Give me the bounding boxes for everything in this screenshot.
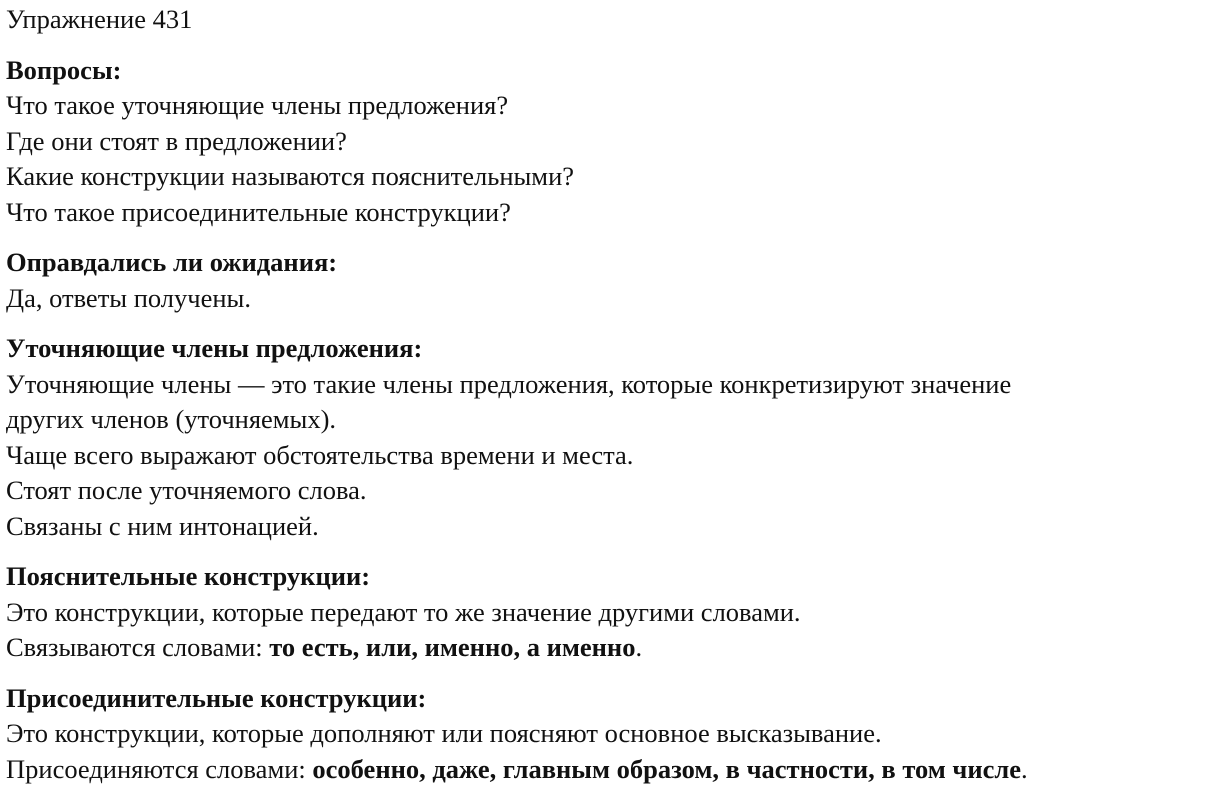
exercise-title: Упражнение 431 xyxy=(6,4,193,34)
keywords: то есть, или, именно, а именно xyxy=(269,632,636,662)
text-fragment: . xyxy=(1021,753,1028,784)
sections xyxy=(6,53,1211,788)
section-heading: Вопросы: xyxy=(6,54,122,85)
text-line: Где они стоят в предложении? xyxy=(6,125,347,156)
section-heading: Уточняющие члены предложения: xyxy=(6,333,423,363)
text-line: Это конструкции, которые дополняют или поясняют основное высказывание. xyxy=(6,718,882,748)
section-heading: Пояснительные конструкции: xyxy=(6,561,371,591)
text-line: Да, ответы получены. xyxy=(6,282,251,313)
text-line: Что такое уточняющие члены предложения? xyxy=(6,90,509,120)
text-line: Это конструкции, которые передают то же значение другими словами. xyxy=(6,596,801,627)
text-fragment: . xyxy=(635,632,643,662)
text-line: Уточняющие члены — это такие члены предложения, которые конкретизируют значение xyxy=(6,368,1012,399)
text-line: Чаще всего выражают обстоятельства времени и места. xyxy=(6,439,634,470)
section-heading: Оправдались ли ожидания: xyxy=(6,247,338,277)
text-line xyxy=(6,630,1211,666)
text-line: Что такое присоединительные конструкции? xyxy=(6,196,511,227)
section-heading: Присоединительные конструкции: xyxy=(6,682,427,713)
document xyxy=(0,2,1211,787)
section-connecting-constructions xyxy=(6,681,1211,788)
text-fragment: Связываются словами: xyxy=(6,632,270,662)
text-line: других членов (уточняемых). xyxy=(6,404,337,434)
text-line: Связаны с ним интонацией. xyxy=(6,510,319,541)
section-explanatory-constructions xyxy=(6,559,1211,666)
section-clarifying-members xyxy=(6,331,1211,544)
text-fragment: Присоединяются словами: xyxy=(6,753,313,784)
section-expectations xyxy=(6,245,1211,316)
keywords: особенно, даже, главным образом, в частности, в том числе xyxy=(312,753,1022,784)
text-line: Какие конструкции называются пояснительными? xyxy=(6,161,575,191)
text-line: Стоят после уточняемого слова. xyxy=(6,475,367,505)
text-line xyxy=(6,752,1211,788)
section-questions xyxy=(6,53,1211,231)
